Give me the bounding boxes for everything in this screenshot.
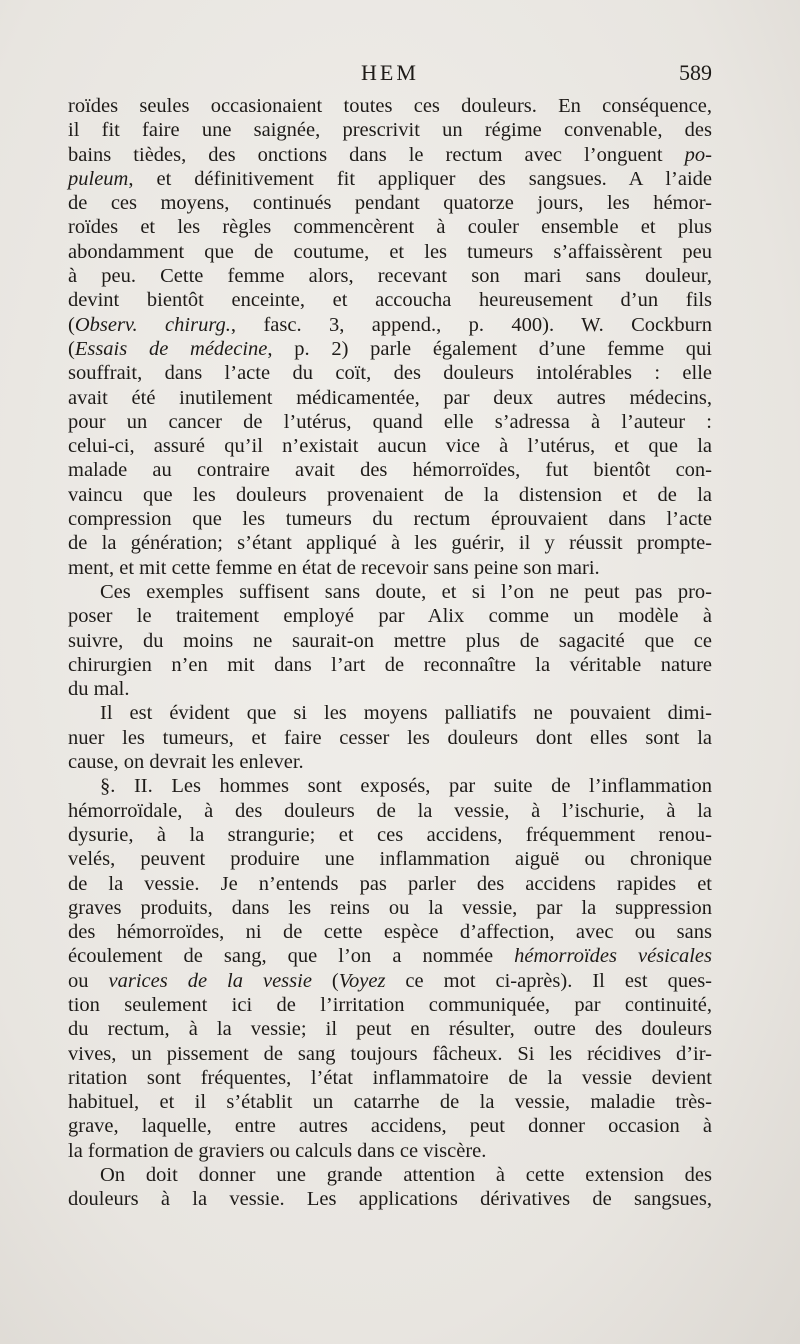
text-segment: compression que les tumeurs du rectum éprouvaient dans l’acte bbox=[68, 508, 712, 531]
text-line bbox=[68, 774, 712, 798]
text-segment: velés, peuvent produire une inflammation aiguë ou chronique bbox=[68, 848, 712, 871]
text-line bbox=[68, 191, 712, 215]
text-segment: ce mot ci-après). Il est ques- bbox=[385, 969, 712, 992]
text-segment: malade au contraire avait des hémorroïdes, fut bientôt con- bbox=[68, 459, 712, 482]
text-segment: des hémorroïdes, ni de cette espèce d’affection, avec ou sans bbox=[68, 921, 712, 944]
text-line bbox=[68, 507, 712, 531]
text-segment: suivre, du moins ne saurait-on mettre plus de sagacité que ce bbox=[68, 629, 712, 652]
text-segment: §. II. Les hommes sont exposés, par suite de l’inflammation bbox=[100, 775, 712, 798]
text-line bbox=[68, 1017, 712, 1041]
text-segment: vives, un pissement de sang toujours fâcheux. Si les récidives d’ir- bbox=[68, 1042, 712, 1065]
text-line bbox=[68, 531, 712, 555]
text-line bbox=[68, 1090, 712, 1114]
text-segment: du rectum, à la vessie; il peut en résulter, outre des douleurs bbox=[68, 1018, 712, 1041]
text-line bbox=[68, 1042, 712, 1066]
text-segment: roïdes et les règles commencèrent à couler ensemble et plus bbox=[68, 216, 712, 239]
italic-text: Voyez bbox=[338, 969, 386, 992]
italic-text: varices de la vessie bbox=[108, 969, 312, 992]
text-line bbox=[68, 750, 712, 774]
text-segment: vaincu que les douleurs provenaient de la distension et de la bbox=[68, 483, 712, 506]
text-segment: tion seulement ici de l’irritation communiquée, par continuité, bbox=[68, 993, 712, 1016]
italic-text: Observ. chirurg. bbox=[74, 313, 231, 336]
text-line bbox=[68, 1187, 712, 1211]
text-segment: ( bbox=[311, 969, 339, 992]
text-line bbox=[68, 434, 712, 458]
text-segment: chirurgien n’en mit dans l’art de reconnaître la véritable nature bbox=[68, 653, 712, 676]
text-line bbox=[68, 580, 712, 604]
text-line bbox=[68, 701, 712, 725]
text-segment: nuer les tumeurs, et faire cesser les douleurs dont elles sont la bbox=[68, 726, 712, 749]
text-line bbox=[68, 483, 712, 507]
page-header bbox=[68, 60, 712, 92]
italic-text: hémorroïdes vésicales bbox=[514, 945, 712, 968]
text-segment: celui-ci, assuré qu’il n’existait aucun vice à l’utérus, et que la bbox=[68, 435, 712, 458]
text-segment: , p. 2) parle également d’une femme qui bbox=[267, 337, 712, 360]
text-line bbox=[68, 361, 712, 385]
text-line bbox=[68, 215, 712, 239]
text-line bbox=[68, 896, 712, 920]
text-line bbox=[68, 1114, 712, 1138]
text-segment: poser le traitement employé par Alix comme un modèle à bbox=[68, 605, 712, 628]
text-segment: On doit donner une grande attention à cette extension des bbox=[100, 1164, 712, 1187]
text-segment: Ces exemples suffisent sans doute, et si l’on ne peut pas pro- bbox=[100, 580, 712, 603]
text-segment: souffrait, dans l’acte du coït, des douleurs intolérables : elle bbox=[68, 362, 712, 385]
text-segment: la formation de graviers ou calculs dans ce viscère. bbox=[68, 1139, 487, 1162]
text-segment: dysurie, à la strangurie; et ces accidens, fréquemment renou- bbox=[68, 823, 712, 846]
text-segment: bains tièdes, des onctions dans le rectum avec l’onguent bbox=[68, 143, 685, 166]
text-line bbox=[68, 118, 712, 142]
text-segment: abondamment que de coutume, et les tumeurs s’affaissèrent peu bbox=[68, 240, 712, 263]
text-line bbox=[68, 556, 712, 580]
text-segment: ( bbox=[68, 337, 75, 360]
text-line bbox=[68, 944, 712, 968]
text-line bbox=[68, 313, 712, 337]
text-segment: roïdes seules occasionaient toutes ces douleurs. En conséquence, bbox=[68, 95, 712, 117]
text-segment: de la vessie. Je n’entends pas parler des accidens rapides et bbox=[68, 872, 712, 895]
text-segment: ritation sont fréquentes, l’état inflammatoire de la vessie devient bbox=[68, 1066, 712, 1089]
text-segment: à peu. Cette femme alors, recevant son mari sans douleur, bbox=[68, 265, 712, 288]
text-segment: graves produits, dans les reins ou la vessie, par la suppression bbox=[68, 896, 712, 919]
text-line bbox=[68, 872, 712, 896]
body-text bbox=[68, 94, 712, 1212]
text-segment: ment, et mit cette femme en état de recevoir sans peine son mari. bbox=[68, 556, 600, 579]
text-segment: , fasc. 3, append., p. 400). W. Cockburn bbox=[230, 313, 712, 336]
text-segment: du mal. bbox=[68, 678, 130, 701]
text-line bbox=[68, 920, 712, 944]
text-line bbox=[68, 386, 712, 410]
text-segment: pour un cancer de l’utérus, quand elle s’adressa à l’auteur : bbox=[68, 410, 712, 433]
text-segment: écoulement de sang, que l’on a nommée bbox=[68, 945, 515, 968]
text-line bbox=[68, 264, 712, 288]
text-segment: avait été inutilement médicamentée, par deux autres médecins, bbox=[68, 386, 712, 409]
text-line bbox=[68, 1066, 712, 1090]
text-line bbox=[68, 847, 712, 871]
text-line bbox=[68, 653, 712, 677]
text-line bbox=[68, 167, 712, 191]
text-line bbox=[68, 677, 712, 701]
text-line bbox=[68, 604, 712, 628]
text-segment: de ces moyens, continués pendant quatorze jours, les hémor- bbox=[68, 192, 712, 215]
italic-text: puleum bbox=[68, 167, 129, 190]
text-line bbox=[68, 288, 712, 312]
text-segment: grave, laquelle, entre autres accidens, peut donner occasion à bbox=[68, 1115, 712, 1138]
text-line bbox=[68, 240, 712, 264]
text-segment: ( bbox=[68, 313, 75, 336]
italic-text: po- bbox=[684, 143, 712, 166]
text-line bbox=[68, 969, 712, 993]
text-line bbox=[68, 458, 712, 482]
text-line bbox=[68, 337, 712, 361]
italic-text: Essais de médecine bbox=[74, 337, 268, 360]
text-line bbox=[68, 823, 712, 847]
text-segment: ou bbox=[68, 969, 109, 992]
text-segment: il fit faire une saignée, prescrivit un régime convenable, des bbox=[68, 119, 712, 142]
text-line bbox=[68, 1163, 712, 1187]
text-segment: douleurs à la vessie. Les applications dérivatives de sangsues, bbox=[68, 1188, 712, 1211]
text-segment: de la génération; s’étant appliqué à les guérir, il y réussit prompte- bbox=[68, 532, 712, 555]
text-segment: habituel, et il s’établit un catarrhe de la vessie, maladie très- bbox=[68, 1091, 712, 1114]
text-line bbox=[68, 410, 712, 434]
text-line bbox=[68, 94, 712, 118]
text-segment: cause, on devrait les enlever. bbox=[68, 751, 304, 774]
text-line bbox=[68, 629, 712, 653]
text-segment: Il est évident que si les moyens palliatifs ne pouvaient dimi- bbox=[100, 702, 712, 725]
text-segment: , et définitivement fit appliquer des sangsues. A l’aide bbox=[128, 167, 712, 190]
text-line bbox=[68, 799, 712, 823]
text-line bbox=[68, 143, 712, 167]
text-line bbox=[68, 1139, 712, 1163]
text-line bbox=[68, 726, 712, 750]
running-head: HEM bbox=[361, 60, 419, 85]
text-segment: hémorroïdale, à des douleurs de la vessie, à l’ischurie, à la bbox=[68, 799, 712, 822]
page-number: 589 bbox=[679, 60, 712, 85]
text-line bbox=[68, 993, 712, 1017]
text-segment: devint bientôt enceinte, et accoucha heureusement d’un fils bbox=[68, 289, 712, 312]
